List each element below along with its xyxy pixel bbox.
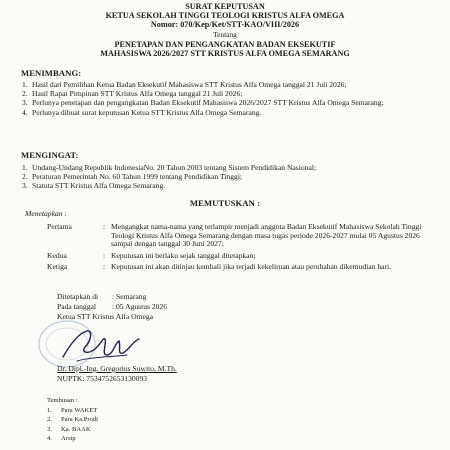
subject-line-1: PENETAPAN DAN PENGANGKATAN BADAN EKSEKUTIF: [114, 40, 336, 49]
list-item: 3. Statuta STT Kristus Alfa Omega Semarang.: [22, 181, 166, 191]
mengingat-heading: MENGINGAT:: [21, 150, 79, 160]
list-item: 4. Perlunya dibuat surat keputusan Ketua STT Kristus Alfa Omega Semarang.: [22, 107, 262, 117]
issuer-line: KETUA SEKOLAH TINGGI TEOLOGI KRISTUS ALFA OMEGA: [105, 11, 345, 20]
ketiga-colon: :: [103, 262, 106, 271]
kedua-colon: :: [103, 251, 106, 260]
list-item: 1. Para WAKET: [47, 406, 98, 414]
kedua-label: Kedua: [47, 251, 67, 260]
memutuskan-heading: MEMUTUSKAN :: [189, 198, 261, 208]
list-item: 2. Peraturan Pemerintah No. 60 Tahun 1999 tentang Pendidikan Tinggi;: [22, 172, 243, 182]
list-item: 4. Arsip: [47, 435, 76, 443]
mengingat-list: [22, 164, 422, 192]
ketiga-text: Keputusan ini akan ditinjau kembali jika terjadi kekeliruan atau perubahan dikemudian hari.: [111, 262, 392, 271]
date-label: Pada tanggal: [57, 302, 97, 311]
list-item: 2. Hasil Rapat Pimpinan STT Kristus Alfa Omega tanggal 21 Juli 2026;: [22, 89, 243, 99]
kedua-text: Keputusan ini berlaku sejak tanggal ditetapkan;: [111, 251, 256, 260]
pertama-label: Pertama: [47, 222, 72, 231]
ketiga-label: Ketiga: [47, 262, 68, 271]
list-item: 1. Hasil dari Pemilihan Ketua Badan Eksekutif Mahasiswa STT Kristus Alfa Omega tanggal 21 Juli 2026;: [22, 80, 347, 89]
document-title: SURAT KEPUTUSAN: [185, 2, 265, 11]
list-item: 1. Undang-Undang Republik IndonesiaNo. 20 Tahun 2003 tentang Sistem Pendidikan Nasional;: [22, 163, 317, 172]
subject-line-2: MAHASISWA 2026/2027 STT KRISTUS ALFA OMEGA SEMARANG: [100, 49, 350, 58]
pertama-text: Mengangkat nama-nama yang terlampir menjadi anggota Badan Eksekutif Mahasiswa Sekolah Tinggi Teologi Kristus Alfa Omega Semarang dengan masa tugas periode 2026-2027 mulai 05 Agustus 2026 sampai dengan tanggal 30 Juni 2027;: [111, 222, 422, 249]
tembusan-block: [47, 396, 98, 444]
signer-nuptk: NUPTK: 7534752653130093: [57, 374, 148, 383]
tembusan-heading: Tembusan :: [47, 397, 78, 404]
menimbang-list: [22, 81, 422, 118]
list-item: 3. Perlunya penetapan dan pengangkatan Badan Eksekutif Mahasiswa 2026/2027 STT Kristus Alfa Omega Semarang;: [22, 98, 384, 108]
signer-name: Dr. Dipl.-Ing. Gregorius Suwito, M.Th.: [57, 364, 177, 373]
decree-number: Nomor: 070/Kep/Ket/STT-KAO/VIII/2026: [150, 20, 300, 29]
list-item: 2. Para Ka.Prodi: [47, 416, 98, 424]
place-value: : Semarang: [112, 292, 147, 301]
pertama-colon: :: [103, 222, 106, 231]
menimbang-heading: MENIMBANG:: [21, 68, 82, 78]
about-label: Tentang: [213, 30, 237, 39]
menetapkan-label: Menetapkan :: [25, 209, 67, 218]
list-item: 3. Ka. BAAK: [47, 425, 91, 433]
handwritten-signature-icon: [57, 325, 152, 365]
signer-position: Ketua STT Kristus Alfa Omega: [57, 312, 154, 321]
date-value: : 05 Agustus 2026: [112, 302, 168, 311]
place-label: Ditetapkan di: [57, 292, 99, 301]
